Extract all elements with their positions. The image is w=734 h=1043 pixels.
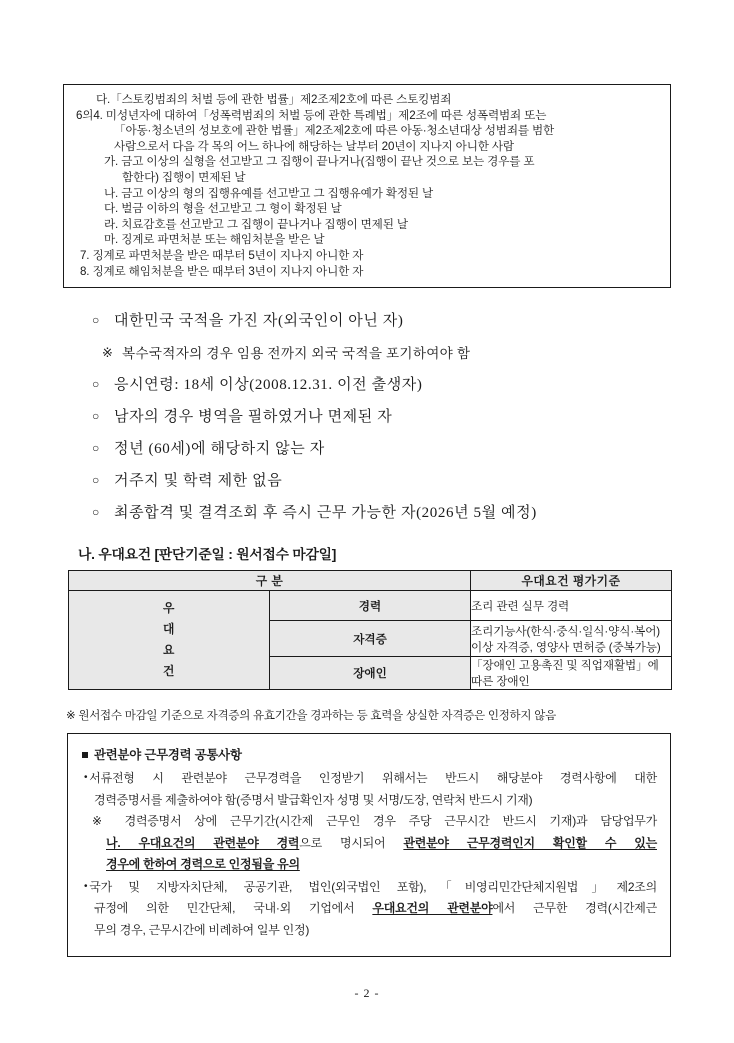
notice-text: 경력증명서 상에 근무기간(시간제 근무인 경우 주당 근무시간 반드시 기재)과 담당업무가 [124,814,657,828]
cell-criteria-kind: 자격증 [270,621,471,657]
group-label-char: 요 [163,643,175,657]
column-header-category: 구 분 [69,571,471,591]
circle-bullet-icon: ○ [92,313,100,327]
preferential-criteria-table [68,570,672,690]
table-row [69,591,672,621]
list-item-label: 남자의 경우 병역을 필하였거나 면제된 자 [114,409,393,425]
notice-paragraph [82,767,657,790]
reference-mark-icon: ※ [92,814,112,828]
legal-line: 나. 금고 이상의 형의 집행유예를 선고받고 그 집행유예가 확정된 날 [104,186,434,200]
circle-bullet-icon: ○ [92,377,100,391]
row-group-label-preferential [69,591,270,690]
list-item [92,337,672,369]
legal-line: 7. 징계로 파면처분을 받은 때부터 5년이 지나지 아니한 자 [80,248,364,262]
list-item-label: 복수국적자의 경우 임용 전까지 외국 국적을 포기하여야 함 [122,346,471,361]
list-item-label: 응시연령: 18세 이상(2008.12.31. 이전 출생자) [114,377,423,393]
notice-text: 규정에 의한 민간단체, 국내·외 기업에서 [94,901,373,915]
notice-paragraph-continuation [82,898,657,920]
qualification-list [92,305,672,529]
table-header-row [69,571,672,591]
emphasis-text: 우대요건의 관련분야 [372,901,493,915]
notice-title [82,745,657,763]
list-item-label: 대한민국 국적을 가진 자(외국인이 아닌 자) [114,313,404,329]
square-bullet-icon [82,752,88,758]
legal-line: 마. 징계로 파면처분 또는 해임처분을 받은 날 [104,233,325,247]
legal-line: 다.「스토킹범죄의 처벌 등에 관한 법률」제2조제2호에 따른 스토킹범죄 [96,93,452,106]
group-label-char: 우 [163,601,175,615]
notice-text: 서류전형 시 관련분야 근무경력을 인정받기 위해서는 반드시 해당분야 경력사항에 대한 [89,771,657,785]
circle-bullet-icon: ○ [92,441,100,455]
cell-criteria-desc: 「장애인 고용촉진 및 직업재활법」에 따른 장애인 [471,657,672,690]
column-header-standard: 우대요건 평가기준 [471,571,672,591]
legal-line: 사람으로서 다음 각 목의 어느 하나에 해당하는 날부터 20년이 지나지 아니한 사람 [114,139,514,153]
notice-paragraph-continuation [82,790,657,812]
circle-bullet-icon: ○ [92,473,100,487]
list-item [92,465,672,497]
dot-bullet-icon: • [84,880,88,892]
page-number: - 2 - [354,986,380,1000]
emphasis-text: 관련분야 근무경력인지 확인할 수 있는 [403,835,657,850]
notice-paragraph-continuation [82,833,657,855]
cell-criteria-desc: 조리 관련 실무 경력 [471,591,672,621]
legal-line: 함한다) 집행이 면제된 날 [122,170,246,184]
cell-criteria-kind: 장애인 [270,657,471,690]
reference-mark-icon: ※ [102,345,114,360]
legal-line: 가. 금고 이상의 실형을 선고받고 그 집행이 끝나거나(집행이 끝난 것으로 보는 경우를 포 [104,155,535,169]
notice-text: 에서 근무한 경력(시간제근 [492,901,657,915]
notice-text: 국가 및 지방자치단체, 공공기관, 법인(외국법인 포함),「비영리민간단체지원법」제2조의 [89,879,657,894]
page-footer [0,986,734,1001]
list-item [92,433,672,465]
notice-paragraph-continuation [82,920,657,942]
list-item-label: 정년 (60세)에 해당하지 않는 자 [114,441,325,457]
notice-text: 무의 경우, 근무시간에 비례하여 일부 인정) [94,922,310,937]
circle-bullet-icon: ○ [92,505,100,519]
notice-paragraph-continuation [82,854,657,876]
legal-exclusion-box [63,84,671,288]
legal-line: 8. 징계로 해임처분을 받은 때부터 3년이 지나지 아니한 자 [80,264,364,278]
emphasis-text: 나. 우대요건의 관련분야 경력 [106,835,300,850]
group-label-char: 건 [163,664,175,678]
notice-text: 경력증명서를 제출하여야 함(증명서 발급확인자 성명 및 서명/도장, 연락처 반드시 기재) [94,792,533,807]
legal-line: 6의4. 미성년자에 대하여「성폭력범죄의 처벌 등에 관한 특례법」제2조에 따른 성폭력범죄 또는 [76,108,547,122]
list-item-label: 거주지 및 학력 제한 없음 [114,473,283,489]
notice-text: 으로 명시되어 [299,835,404,850]
list-item [92,401,672,433]
table-footnote: ※ 원서접수 마감일 기준으로 자격증의 유효기간을 경과하는 등 효력을 상실한 자격증은 인정하지 않음 [66,710,556,722]
common-career-notice-box [67,733,671,957]
circle-bullet-icon: ○ [92,409,100,423]
legal-line: 라. 치료감호를 선고받고 그 집행이 끝나거나 집행이 면제된 날 [104,217,408,231]
legal-line: 다. 벌금 이하의 형을 선고받고 그 형이 확정된 날 [104,202,342,216]
notice-title-label: 관련분야 근무경력 공통사항 [94,748,242,762]
list-item [92,497,672,529]
cell-criteria-kind: 경력 [270,591,471,621]
notice-paragraph [82,811,657,833]
list-item-label: 최종합격 및 결격조회 후 즉시 근무 가능한 자(2026년 5월 예정) [114,505,537,521]
notice-paragraph [82,876,657,899]
section-heading-preferential: 나. 우대요건 [판단기준일 : 원서접수 마감일] [78,547,337,562]
group-label-char: 대 [163,622,175,636]
list-item [92,305,672,337]
cell-criteria-desc: 조리기능사(한식·중식·일식·양식·복어) 이상 자격증, 영양사 면허증 (중복가능) [471,621,672,657]
list-item [92,369,672,401]
emphasis-text: 경우에 한하여 경력으로 인정됨을 유의 [106,857,300,871]
dot-bullet-icon: • [84,772,88,783]
legal-line: 「아동·청소년의 성보호에 관한 법률」제2조제2호에 따른 아동·청소년대상 성범죄를 범한 [114,124,555,138]
